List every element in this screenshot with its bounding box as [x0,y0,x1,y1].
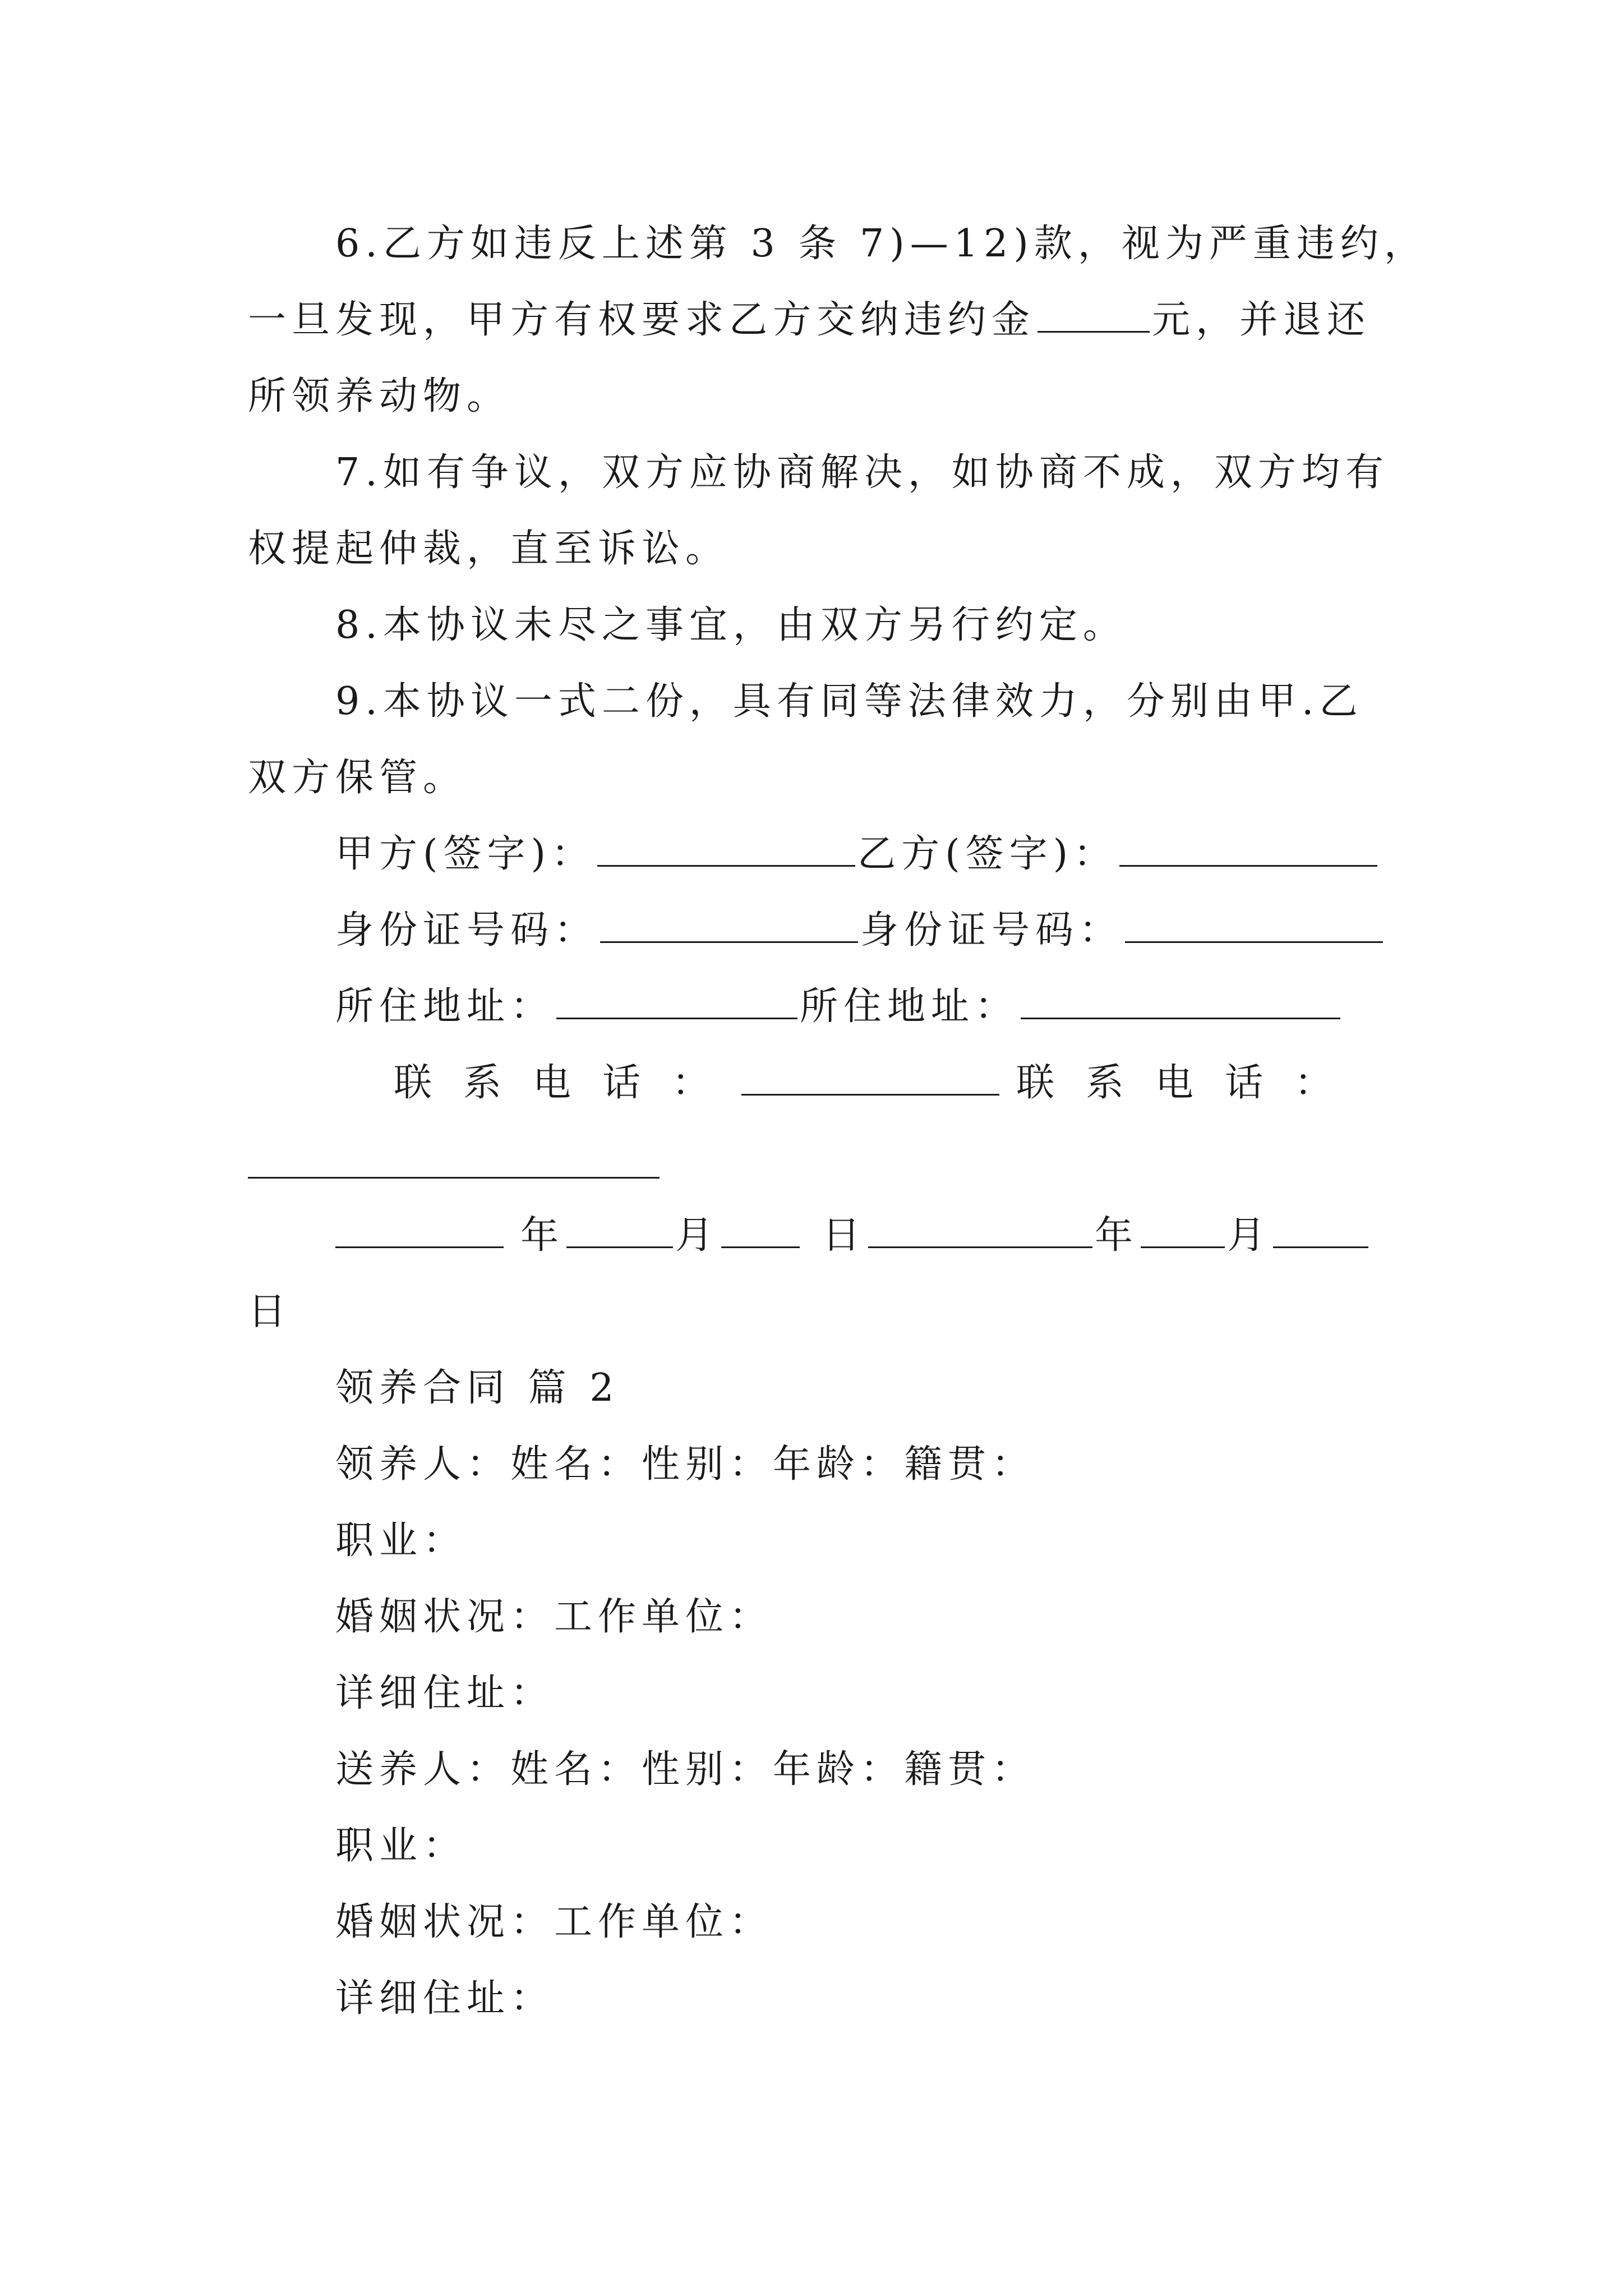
party-a-address-label: 所住地址： [335,984,555,1029]
party-b-phone-label: 联系电话： [1016,1061,1364,1105]
date-b-year-blank [868,1212,1092,1248]
adopter-address: 详细住址： [335,1671,555,1715]
clause-7-line-1: 7.如有争议，双方应协商解决，如协商不成，双方均有 [335,450,1389,495]
clause-6-line-2-text-a: 一旦发现，甲方有权要求乙方交纳违约金 [248,298,1036,342]
clause-9-line-1: 9.本协议一式二份，具有同等法律效力，分别由甲.乙 [335,679,1363,724]
giver-address: 详细住址： [335,1976,555,2021]
date-a-day-blank [721,1212,800,1248]
clause-6-line-1: 6.乙方如违反上述第 3 条 7)—12)款，视为严重违约， [335,222,1428,266]
party-b-signature-label: 乙方(签字)： [857,832,1118,876]
date-a-year-blank [335,1212,504,1248]
id-number-row [335,905,1385,956]
date-b-month-blank [1141,1212,1225,1248]
party-b-address-blank [1021,983,1340,1019]
date-a-year-label: 年 [520,1213,565,1258]
clause-6-line-2 [248,295,1371,346]
party-a-id-label: 身份证号码： [335,908,598,953]
date-a-day-label: 日 [822,1213,866,1258]
contract-2-title: 领养合同 篇 2 [335,1366,620,1410]
clause-9-line-2: 双方保管。 [248,756,467,800]
date-b-day-label: 日 [248,1290,292,1334]
party-b-address-label: 所住地址： [800,984,1019,1029]
date-b-month-label: 月 [1227,1213,1271,1258]
party-a-signature-label: 甲方(签字)： [335,832,596,876]
party-a-phone-label: 联系电话： [394,1061,742,1105]
date-row [335,1211,1371,1261]
clause-8-line-1: 8.本协议未尽之事宜，由双方另行约定。 [335,603,1127,647]
party-a-address-blank [556,983,797,1019]
giver-marital-status: 婚姻状况：工作单位： [335,1900,773,1944]
adopter-marital-status: 婚姻状况：工作单位： [335,1595,773,1639]
date-a-month-blank [566,1212,673,1248]
giver-occupation: 职业： [335,1824,467,1868]
party-b-phone-blank [248,1177,660,1179]
clause-6-line-3: 所领养动物。 [248,374,511,418]
address-row [335,982,1343,1032]
penalty-amount-blank [1038,296,1150,333]
giver-info-line: 送养人：姓名：性别：年龄：籍贯： [335,1747,1036,1792]
party-a-signature-blank [597,830,855,867]
clause-7-line-2: 权提起仲裁，直至诉讼。 [248,527,730,571]
date-a-month-label: 月 [675,1213,720,1258]
adopter-info-line: 领养人：姓名：性别：年龄：籍贯： [335,1442,1036,1487]
party-b-id-blank [1125,907,1383,943]
signature-row [335,829,1380,880]
date-b-year-label: 年 [1095,1213,1139,1258]
adopter-occupation: 职业： [335,1519,467,1563]
party-a-phone-blank [741,1059,999,1096]
clause-6-line-2-text-b: 元，并退还 [1152,298,1371,342]
phone-row [394,1058,1364,1108]
party-a-id-blank [600,907,858,943]
party-b-signature-blank [1119,830,1377,867]
date-b-day-blank [1273,1212,1368,1248]
party-b-id-label: 身份证号码： [860,908,1123,953]
